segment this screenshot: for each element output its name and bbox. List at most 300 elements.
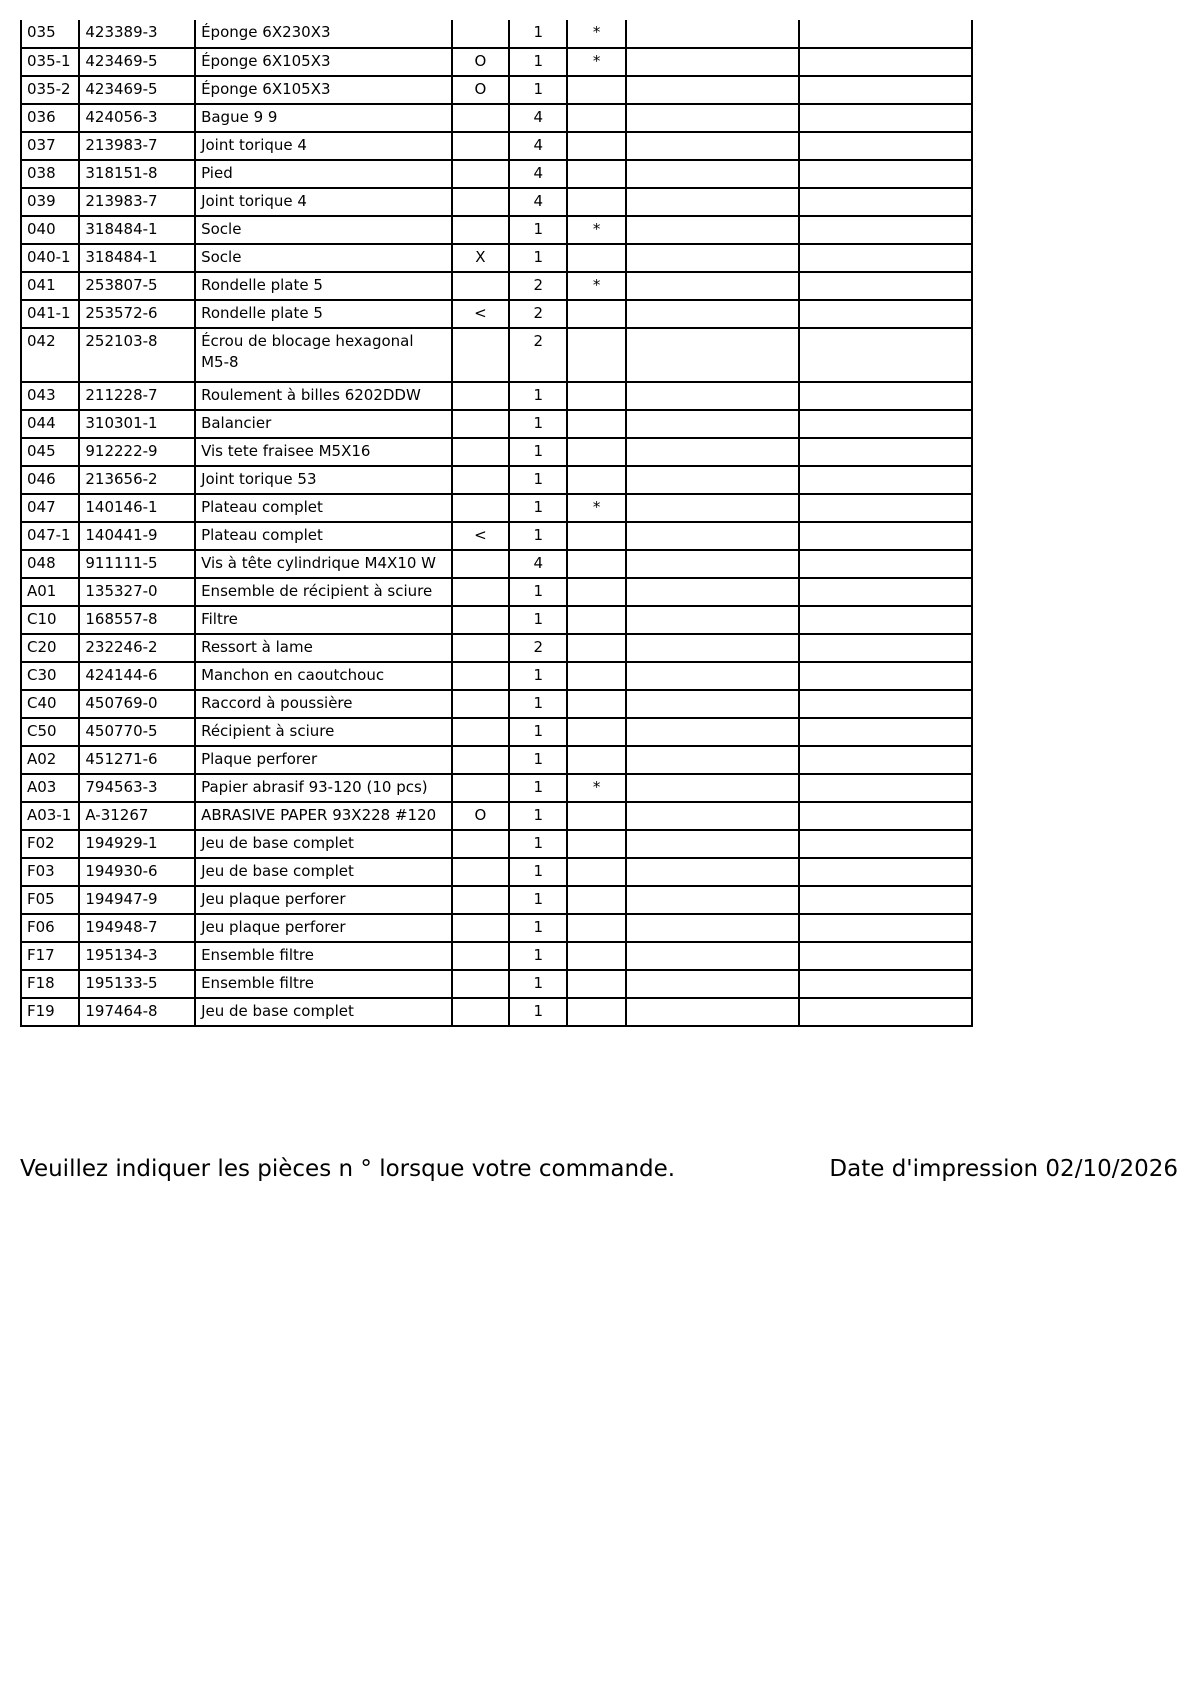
empty-cell [626, 522, 799, 550]
marker-cell [452, 132, 509, 160]
marker-cell [452, 886, 509, 914]
empty-cell [626, 76, 799, 104]
part-number-cell: C50 [21, 718, 79, 746]
quantity-cell: 1 [509, 942, 567, 970]
quantity-cell: 1 [509, 578, 567, 606]
empty-cell [626, 466, 799, 494]
star-cell [567, 830, 625, 858]
table-row [21, 718, 972, 746]
empty-cell [626, 690, 799, 718]
empty-cell [799, 970, 972, 998]
part-number-cell: 047 [21, 494, 79, 522]
description-cell: Ensemble de récipient à sciure [195, 578, 452, 606]
empty-cell [799, 550, 972, 578]
empty-cell [626, 300, 799, 328]
part-number-cell: 044 [21, 410, 79, 438]
empty-cell [626, 802, 799, 830]
empty-cell [799, 216, 972, 244]
quantity-cell: 1 [509, 606, 567, 634]
quantity-cell: 1 [509, 746, 567, 774]
part-number-cell: 043 [21, 382, 79, 410]
reference-cell: 423469-5 [79, 76, 195, 104]
reference-cell: 194930-6 [79, 858, 195, 886]
marker-cell [452, 634, 509, 662]
table-row [21, 550, 972, 578]
empty-cell [799, 914, 972, 942]
table-row [21, 244, 972, 272]
part-number-cell: F19 [21, 998, 79, 1026]
table-row [21, 438, 972, 466]
star-cell [567, 886, 625, 914]
part-number-cell: 035 [21, 20, 79, 48]
reference-cell: 423389-3 [79, 20, 195, 48]
quantity-cell: 1 [509, 522, 567, 550]
table-row [21, 494, 972, 522]
empty-cell [799, 132, 972, 160]
star-cell [567, 132, 625, 160]
marker-cell [452, 160, 509, 188]
marker-cell [452, 216, 509, 244]
description-cell: Jeu de base complet [195, 998, 452, 1026]
part-number-cell: 039 [21, 188, 79, 216]
description-cell: Plateau complet [195, 522, 452, 550]
description-cell: Récipient à sciure [195, 718, 452, 746]
quantity-cell: 2 [509, 272, 567, 300]
marker-cell [452, 578, 509, 606]
star-cell [567, 438, 625, 466]
quantity-cell: 1 [509, 858, 567, 886]
quantity-cell: 1 [509, 216, 567, 244]
star-cell [567, 466, 625, 494]
reference-cell: 424056-3 [79, 104, 195, 132]
reference-cell: 168557-8 [79, 606, 195, 634]
empty-cell [626, 216, 799, 244]
reference-cell: 912222-9 [79, 438, 195, 466]
description-cell: Pied [195, 160, 452, 188]
empty-cell [799, 746, 972, 774]
empty-cell [626, 272, 799, 300]
description-cell: Rondelle plate 5 [195, 300, 452, 328]
star-cell [567, 188, 625, 216]
marker-cell [452, 970, 509, 998]
empty-cell [626, 494, 799, 522]
empty-cell [626, 970, 799, 998]
description-cell: Éponge 6X105X3 [195, 76, 452, 104]
reference-cell: 194947-9 [79, 886, 195, 914]
star-cell [567, 578, 625, 606]
star-cell: * [567, 272, 625, 300]
empty-cell [626, 634, 799, 662]
marker-cell [452, 662, 509, 690]
part-number-cell: A03 [21, 774, 79, 802]
quantity-cell: 1 [509, 774, 567, 802]
description-cell: Ensemble filtre [195, 942, 452, 970]
table-row [21, 160, 972, 188]
description-cell: Éponge 6X105X3 [195, 48, 452, 76]
marker-cell [452, 998, 509, 1026]
quantity-cell: 4 [509, 550, 567, 578]
table-row [21, 802, 972, 830]
empty-cell [799, 662, 972, 690]
marker-cell: < [452, 300, 509, 328]
quantity-cell: 1 [509, 382, 567, 410]
part-number-cell: F05 [21, 886, 79, 914]
empty-cell [799, 802, 972, 830]
parts-table [20, 20, 973, 1027]
empty-cell [626, 998, 799, 1026]
star-cell: * [567, 48, 625, 76]
empty-cell [626, 104, 799, 132]
part-number-cell: C40 [21, 690, 79, 718]
part-number-cell: 046 [21, 466, 79, 494]
quantity-cell: 1 [509, 914, 567, 942]
empty-cell [626, 160, 799, 188]
quantity-cell: 1 [509, 970, 567, 998]
star-cell [567, 746, 625, 774]
marker-cell [452, 830, 509, 858]
star-cell [567, 76, 625, 104]
star-cell [567, 522, 625, 550]
empty-cell [626, 718, 799, 746]
parts-table-body [21, 20, 972, 1026]
reference-cell: 135327-0 [79, 578, 195, 606]
table-row [21, 858, 972, 886]
star-cell [567, 606, 625, 634]
table-row [21, 466, 972, 494]
quantity-cell: 1 [509, 244, 567, 272]
table-row [21, 606, 972, 634]
reference-cell: 424144-6 [79, 662, 195, 690]
part-number-cell: C20 [21, 634, 79, 662]
marker-cell [452, 718, 509, 746]
quantity-cell: 2 [509, 328, 567, 382]
empty-cell [626, 20, 799, 48]
part-number-cell: A02 [21, 746, 79, 774]
star-cell [567, 634, 625, 662]
table-row [21, 886, 972, 914]
empty-cell [626, 382, 799, 410]
reference-cell: 140441-9 [79, 522, 195, 550]
quantity-cell: 1 [509, 48, 567, 76]
reference-cell: 197464-8 [79, 998, 195, 1026]
quantity-cell: 1 [509, 410, 567, 438]
part-number-cell: 048 [21, 550, 79, 578]
empty-cell [799, 438, 972, 466]
reference-cell: 318484-1 [79, 244, 195, 272]
reference-cell: 318151-8 [79, 160, 195, 188]
empty-cell [799, 578, 972, 606]
table-row [21, 914, 972, 942]
quantity-cell: 1 [509, 690, 567, 718]
quantity-cell: 1 [509, 76, 567, 104]
description-cell: Jeu plaque perforer [195, 886, 452, 914]
empty-cell [799, 886, 972, 914]
empty-cell [799, 410, 972, 438]
empty-cell [799, 494, 972, 522]
reference-cell: 195134-3 [79, 942, 195, 970]
table-row [21, 76, 972, 104]
star-cell [567, 244, 625, 272]
quantity-cell: 4 [509, 104, 567, 132]
empty-cell [799, 188, 972, 216]
star-cell [567, 550, 625, 578]
part-number-cell: 041 [21, 272, 79, 300]
marker-cell [452, 914, 509, 942]
marker-cell [452, 550, 509, 578]
empty-cell [626, 606, 799, 634]
marker-cell [452, 690, 509, 718]
table-row [21, 970, 972, 998]
quantity-cell: 1 [509, 802, 567, 830]
empty-cell [799, 20, 972, 48]
reference-cell: 213983-7 [79, 188, 195, 216]
reference-cell: 794563-3 [79, 774, 195, 802]
reference-cell: 194948-7 [79, 914, 195, 942]
table-row [21, 328, 972, 382]
reference-cell: 211228-7 [79, 382, 195, 410]
empty-cell [626, 132, 799, 160]
description-cell: Plaque perforer [195, 746, 452, 774]
description-cell: Joint torique 4 [195, 188, 452, 216]
description-cell: Socle [195, 216, 452, 244]
empty-cell [799, 48, 972, 76]
reference-cell: 310301-1 [79, 410, 195, 438]
quantity-cell: 1 [509, 20, 567, 48]
marker-cell [452, 858, 509, 886]
description-cell: Vis à tête cylindrique M4X10 W [195, 550, 452, 578]
empty-cell [626, 244, 799, 272]
empty-cell [799, 774, 972, 802]
reference-cell: 318484-1 [79, 216, 195, 244]
description-cell: Jeu de base complet [195, 858, 452, 886]
empty-cell [799, 522, 972, 550]
empty-cell [626, 886, 799, 914]
quantity-cell: 4 [509, 160, 567, 188]
part-number-cell: F06 [21, 914, 79, 942]
part-number-cell: 036 [21, 104, 79, 132]
empty-cell [626, 914, 799, 942]
empty-cell [626, 578, 799, 606]
star-cell [567, 104, 625, 132]
part-number-cell: 047-1 [21, 522, 79, 550]
star-cell [567, 914, 625, 942]
part-number-cell: 041-1 [21, 300, 79, 328]
star-cell [567, 662, 625, 690]
marker-cell: < [452, 522, 509, 550]
description-cell: Manchon en caoutchouc [195, 662, 452, 690]
description-cell: Filtre [195, 606, 452, 634]
description-cell: Balancier [195, 410, 452, 438]
table-row [21, 746, 972, 774]
part-number-cell: C30 [21, 662, 79, 690]
star-cell: * [567, 216, 625, 244]
empty-cell [799, 858, 972, 886]
description-cell: Ensemble filtre [195, 970, 452, 998]
marker-cell: X [452, 244, 509, 272]
reference-cell: 451271-6 [79, 746, 195, 774]
marker-cell [452, 438, 509, 466]
reference-cell: 450770-5 [79, 718, 195, 746]
marker-cell [452, 20, 509, 48]
star-cell [567, 998, 625, 1026]
part-number-cell: F02 [21, 830, 79, 858]
part-number-cell: 038 [21, 160, 79, 188]
empty-cell [799, 328, 972, 382]
marker-cell [452, 382, 509, 410]
reference-cell: 252103-8 [79, 328, 195, 382]
reference-cell: 253572-6 [79, 300, 195, 328]
table-row [21, 774, 972, 802]
reference-cell: 195133-5 [79, 970, 195, 998]
star-cell: * [567, 20, 625, 48]
description-cell: Plateau complet [195, 494, 452, 522]
marker-cell [452, 272, 509, 300]
empty-cell [626, 858, 799, 886]
part-number-cell: F03 [21, 858, 79, 886]
part-number-cell: 035-1 [21, 48, 79, 76]
description-cell: Rondelle plate 5 [195, 272, 452, 300]
star-cell [567, 328, 625, 382]
part-number-cell: F17 [21, 942, 79, 970]
marker-cell [452, 328, 509, 382]
description-cell: Roulement à billes 6202DDW [195, 382, 452, 410]
quantity-cell: 1 [509, 830, 567, 858]
quantity-cell: 2 [509, 300, 567, 328]
marker-cell: O [452, 76, 509, 104]
table-row [21, 272, 972, 300]
description-cell: Jeu plaque perforer [195, 914, 452, 942]
reference-cell: 140146-1 [79, 494, 195, 522]
part-number-cell: 040 [21, 216, 79, 244]
table-row [21, 20, 972, 48]
star-cell [567, 160, 625, 188]
part-number-cell: 035-2 [21, 76, 79, 104]
table-row [21, 830, 972, 858]
description-cell: Écrou de blocage hexagonal M5-8 [195, 328, 452, 382]
star-cell [567, 858, 625, 886]
table-row [21, 690, 972, 718]
table-row [21, 132, 972, 160]
table-row [21, 48, 972, 76]
quantity-cell: 1 [509, 494, 567, 522]
empty-cell [626, 410, 799, 438]
part-number-cell: A03-1 [21, 802, 79, 830]
empty-cell [799, 690, 972, 718]
empty-cell [799, 830, 972, 858]
quantity-cell: 1 [509, 886, 567, 914]
empty-cell [626, 746, 799, 774]
part-number-cell: 045 [21, 438, 79, 466]
star-cell [567, 802, 625, 830]
empty-cell [799, 466, 972, 494]
quantity-cell: 1 [509, 718, 567, 746]
marker-cell [452, 104, 509, 132]
table-row [21, 216, 972, 244]
table-row [21, 382, 972, 410]
table-row [21, 410, 972, 438]
part-number-cell: 042 [21, 328, 79, 382]
marker-cell: O [452, 48, 509, 76]
empty-cell [626, 942, 799, 970]
star-cell [567, 410, 625, 438]
reference-cell: 194929-1 [79, 830, 195, 858]
empty-cell [799, 718, 972, 746]
star-cell [567, 300, 625, 328]
table-row [21, 942, 972, 970]
description-cell: Bague 9 9 [195, 104, 452, 132]
reference-cell: A-31267 [79, 802, 195, 830]
empty-cell [626, 662, 799, 690]
star-cell [567, 690, 625, 718]
star-cell: * [567, 774, 625, 802]
marker-cell [452, 466, 509, 494]
empty-cell [799, 382, 972, 410]
empty-cell [799, 606, 972, 634]
order-instruction-note: Veuillez indiquer les pièces n ° lorsque votre commande. [20, 1156, 676, 1182]
reference-cell: 911111-5 [79, 550, 195, 578]
description-cell: Socle [195, 244, 452, 272]
empty-cell [799, 300, 972, 328]
reference-cell: 213656-2 [79, 466, 195, 494]
star-cell [567, 970, 625, 998]
table-row [21, 662, 972, 690]
marker-cell [452, 188, 509, 216]
part-number-cell: F18 [21, 970, 79, 998]
empty-cell [626, 550, 799, 578]
part-number-cell: C10 [21, 606, 79, 634]
marker-cell: O [452, 802, 509, 830]
quantity-cell: 1 [509, 662, 567, 690]
description-cell: Joint torique 4 [195, 132, 452, 160]
empty-cell [799, 634, 972, 662]
table-row [21, 188, 972, 216]
description-cell: Ressort à lame [195, 634, 452, 662]
description-cell: Éponge 6X230X3 [195, 20, 452, 48]
marker-cell [452, 774, 509, 802]
empty-cell [626, 438, 799, 466]
empty-cell [626, 830, 799, 858]
marker-cell [452, 494, 509, 522]
empty-cell [626, 774, 799, 802]
reference-cell: 253807-5 [79, 272, 195, 300]
description-cell: Vis tete fraisee M5X16 [195, 438, 452, 466]
star-cell: * [567, 494, 625, 522]
table-row [21, 634, 972, 662]
part-number-cell: 037 [21, 132, 79, 160]
empty-cell [626, 48, 799, 76]
description-cell: ABRASIVE PAPER 93X228 #120 [195, 802, 452, 830]
table-row [21, 578, 972, 606]
quantity-cell: 2 [509, 634, 567, 662]
table-row [21, 104, 972, 132]
quantity-cell: 4 [509, 188, 567, 216]
empty-cell [799, 76, 972, 104]
star-cell [567, 942, 625, 970]
part-number-cell: 040-1 [21, 244, 79, 272]
empty-cell [799, 998, 972, 1026]
marker-cell [452, 410, 509, 438]
reference-cell: 232246-2 [79, 634, 195, 662]
description-cell: Raccord à poussière [195, 690, 452, 718]
table-row [21, 300, 972, 328]
empty-cell [799, 160, 972, 188]
quantity-cell: 1 [509, 466, 567, 494]
description-cell: Papier abrasif 93-120 (10 pcs) [195, 774, 452, 802]
marker-cell [452, 606, 509, 634]
star-cell [567, 718, 625, 746]
table-row [21, 522, 972, 550]
empty-cell [626, 188, 799, 216]
